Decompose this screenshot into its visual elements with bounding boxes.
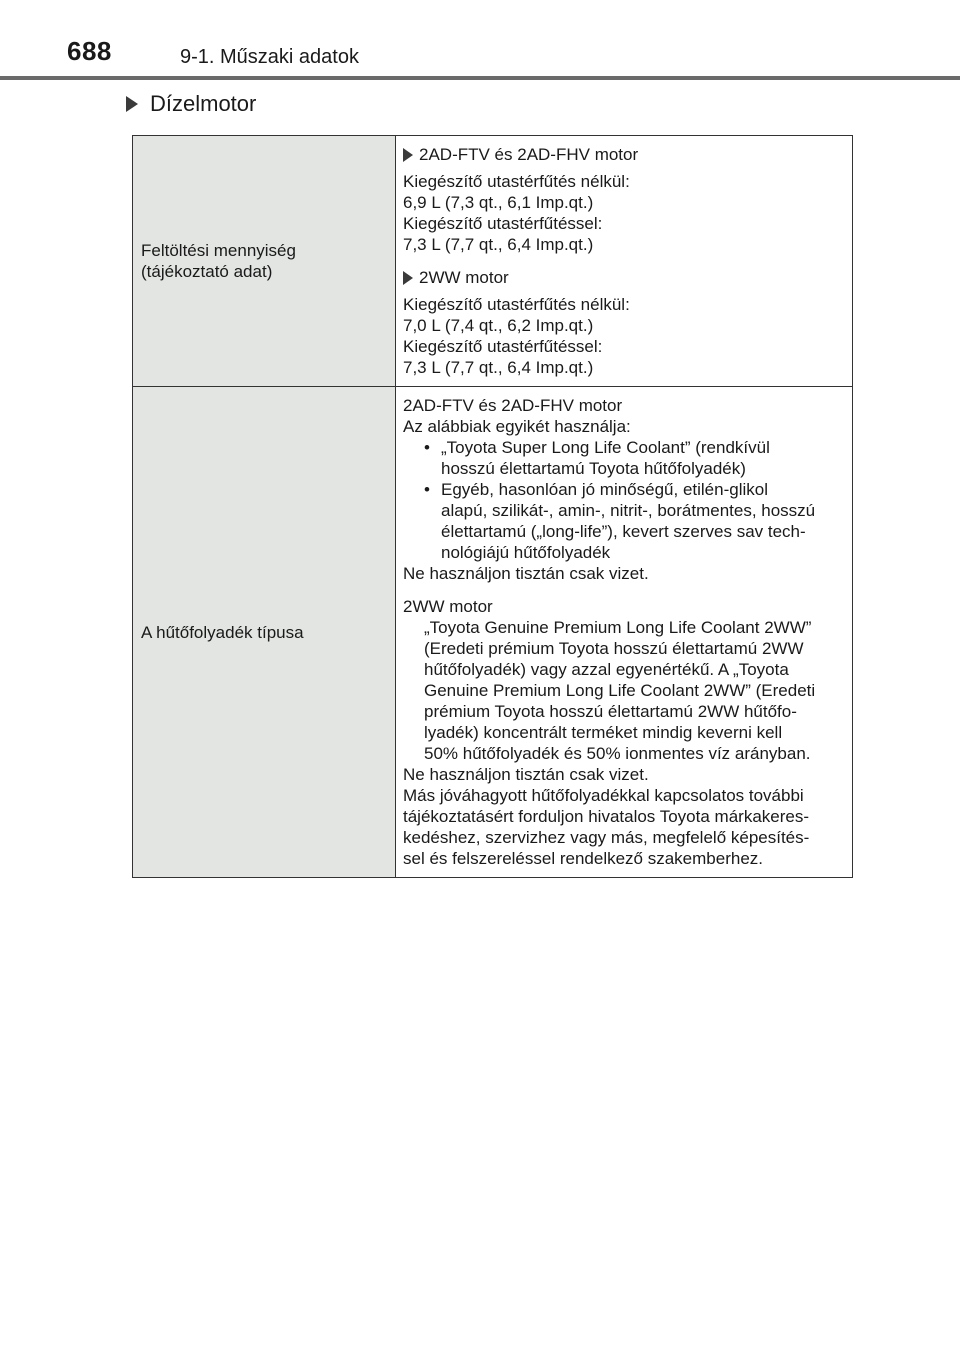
coolant-indented-block bbox=[403, 617, 845, 764]
header-rule bbox=[0, 76, 960, 80]
coolant-heading: 2WW motor bbox=[403, 597, 493, 616]
motor-name: 2WW motor bbox=[419, 268, 509, 287]
capacity-value-cell bbox=[396, 136, 853, 387]
motor-heading bbox=[403, 267, 845, 288]
capacity-label-line2: (tájékoztató adat) bbox=[141, 262, 273, 281]
coolant-value-cell bbox=[396, 387, 853, 878]
bullet-line: nológiájú hűtőfolyadék bbox=[441, 543, 611, 562]
triangle-bullet-icon bbox=[403, 271, 413, 285]
capacity-line: 7,0 L (7,4 qt., 6,2 Imp.qt.) bbox=[403, 316, 594, 335]
coolant-label-cell: A hűtőfolyadék típusa bbox=[133, 387, 396, 878]
page-number: 688 bbox=[67, 36, 112, 66]
capacity-line: 6,9 L (7,3 qt., 6,1 Imp.qt.) bbox=[403, 193, 594, 212]
tail-line: sel és felszereléssel rendelkező szakemberhez. bbox=[403, 849, 764, 868]
coolant-intro: Az alábbiak egyikét használja: bbox=[403, 417, 631, 436]
capacity-line: Kiegészítő utastérfűtéssel: bbox=[403, 337, 603, 356]
indented-line: lyadék) koncentrált terméket mindig keverni kell bbox=[424, 723, 783, 742]
section-title: 9-1. Műszaki adatok bbox=[180, 46, 359, 68]
table-row bbox=[133, 136, 853, 387]
coolant-heading: 2AD-FTV és 2AD-FHV motor bbox=[403, 396, 623, 415]
page-header bbox=[0, 0, 960, 80]
capacity-label-cell bbox=[133, 136, 396, 387]
capacity-line: Kiegészítő utastérfűtés nélkül: bbox=[403, 295, 630, 314]
spec-table bbox=[132, 135, 853, 878]
tail-line: Más jóváhagyott hűtőfolyadékkal kapcsolatos további bbox=[403, 786, 804, 805]
bullet-line: hosszú élettartamú Toyota hűtőfolyadék) bbox=[441, 459, 746, 478]
bullet-line: alapú, szilikát-, amin-, nitrit-, borátmentes, hosszú bbox=[441, 501, 816, 520]
motor-heading bbox=[403, 144, 845, 165]
bullet-line: • „Toyota Super Long Life Coolant” (rendkívül bbox=[441, 438, 770, 457]
coolant-bullet-list bbox=[403, 437, 845, 563]
bullet-line: • Egyéb, hasonlóan jó minőségű, etilén-glikol bbox=[441, 480, 768, 499]
tail-line: Ne használjon tisztán csak vizet. bbox=[403, 765, 649, 784]
capacity-line: Kiegészítő utastérfűtéssel: bbox=[403, 214, 603, 233]
spacer bbox=[403, 584, 845, 596]
coolant-note: Ne használjon tisztán csak vizet. bbox=[403, 564, 649, 583]
list-item bbox=[424, 479, 845, 563]
list-item bbox=[424, 437, 845, 479]
motor-name: 2AD-FTV és 2AD-FHV motor bbox=[419, 145, 639, 164]
tail-line: tájékoztatásért forduljon hivatalos Toyota márkakeres- bbox=[403, 807, 809, 826]
indented-line: „Toyota Genuine Premium Long Life Coolant 2WW” bbox=[424, 618, 812, 637]
indented-line: hűtőfolyadék) vagy azzal egyenértékű. A „Toyota bbox=[424, 660, 789, 679]
subtitle-text: Dízelmotor bbox=[150, 91, 257, 116]
table-row bbox=[133, 387, 853, 878]
triangle-bullet-icon bbox=[403, 148, 413, 162]
indented-line: 50% hűtőfolyadék és 50% ionmentes víz arányban. bbox=[424, 744, 811, 763]
capacity-line: Kiegészítő utastérfűtés nélkül: bbox=[403, 172, 630, 191]
capacity-label-line1: Feltöltési mennyiség bbox=[141, 241, 296, 260]
indented-line: Genuine Premium Long Life Coolant 2WW” (Eredeti bbox=[424, 681, 816, 700]
tail-line: kedéshez, szervizhez vagy más, megfelelő képesítés- bbox=[403, 828, 810, 847]
bullet-line: élettartamú („long-life”), kevert szerves sav tech- bbox=[441, 522, 806, 541]
indented-line: prémium Toyota hosszú élettartamú 2WW hűtőfo- bbox=[424, 702, 797, 721]
capacity-line: 7,3 L (7,7 qt., 6,4 Imp.qt.) bbox=[403, 358, 594, 377]
triangle-bullet-icon bbox=[126, 96, 138, 112]
subtitle bbox=[126, 91, 256, 117]
capacity-line: 7,3 L (7,7 qt., 6,4 Imp.qt.) bbox=[403, 235, 594, 254]
indented-line: (Eredeti prémium Toyota hosszú élettartamú 2WW bbox=[424, 639, 804, 658]
spacer bbox=[403, 255, 845, 267]
